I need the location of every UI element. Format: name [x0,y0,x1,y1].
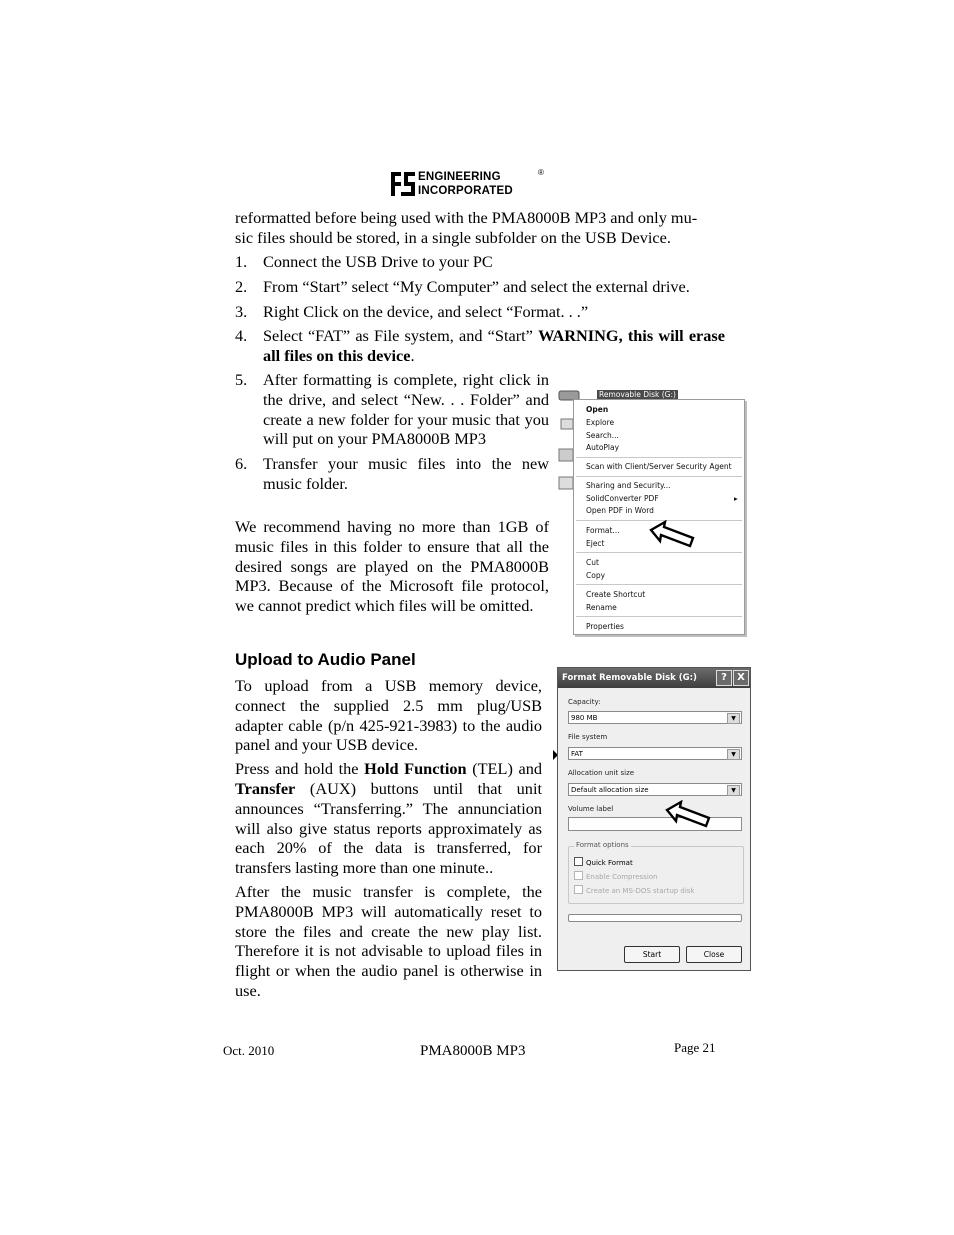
format-options-group [568,841,744,904]
submenu-arrow-icon: ▸ [734,494,738,503]
footer-page-number: Page 21 [674,1040,716,1055]
logo-text-engineering: ENGINEERING [418,171,501,183]
close-button[interactable]: X [733,670,749,686]
menu-item-explore[interactable]: Explore [586,418,615,427]
recommend-paragraph: We recommend having no more than 1GB of music files in this folder to ensure that all the desired songs are played on the PMA8000B MP3. Because of the Microsoft file protocol, we cannot predict which files will be omitted. [235,517,549,616]
volume-label: Volume label [568,805,614,813]
format-progress-bar [568,914,742,922]
context-menu [573,399,745,635]
upload-text [235,676,542,1001]
menu-separator [576,616,742,617]
alloc-label: Allocation unit size [568,769,635,777]
start-button[interactable]: Start [624,946,680,963]
filesystem-select[interactable]: FAT ▼ [568,747,742,760]
list-item: 6. Transfer your music files into the new music folder. [235,454,549,493]
logo-text-incorporated: INCORPORATED [418,185,513,197]
footer-date: Oct. 2010 [223,1043,275,1058]
menu-separator [576,457,742,458]
footer-model: PMA8000B MP3 [420,1043,526,1059]
upload-paragraph-2: Press and hold the Hold Function (TEL) and Transfer (AUX) buttons until that unit announces “Transferring.” The annunciation will also give status reports approximately as each 20% of the data is transferred, for transfers lasting more than one minute.. [235,759,542,878]
chevron-down-icon: ▼ [727,785,740,796]
menu-item-search[interactable]: Search... [586,431,619,440]
menu-item-sharing[interactable]: Sharing and Security... [586,481,671,490]
menu-item-autoplay[interactable]: AutoPlay [586,443,620,452]
list-item: 1. Connect the USB Drive to your PC [235,252,493,271]
upload-paragraph-1: To upload from a USB memory device, connect the supplied 2.5 mm plug/USB adapter cable (p/n 425-921-3983) to the audio panel and your USB device. [235,676,542,755]
section-heading: Upload to Audio Panel [235,650,416,669]
intro-paragraph: reformatted before being used with the PMA8000B MP3 and only mu- sic files should be stored, in a single subfolder on the USB Device. [235,208,698,247]
capacity-select[interactable]: 980 MB ▼ [568,711,742,724]
pointer-arrow-icon [649,520,695,552]
menu-item-open[interactable]: Open [586,405,609,414]
menu-separator [576,584,742,585]
context-menu-screenshot [557,387,749,639]
quick-format-checkbox[interactable]: Quick Format [574,857,633,867]
steps-list [235,252,725,366]
menu-item-scan[interactable]: Scan with Client/Server Security Agent [586,462,732,471]
steps-list-continued [235,370,549,494]
volume-label-input[interactable] [568,817,742,831]
enable-compression-checkbox[interactable]: Enable Compression [574,871,658,881]
format-dialog [557,667,751,971]
list-item: 3. Right Click on the device, and select “Format. . .” [235,301,589,321]
msdos-startup-checkbox[interactable]: Create an MS-DOS startup disk [574,885,695,895]
menu-item-cut[interactable]: Cut [586,558,599,567]
format-options-title: Format options [576,841,629,849]
dialog-title: Format Removable Disk (G:) [562,673,697,683]
menu-item-open-pdf[interactable]: Open PDF in Word [586,506,654,515]
help-button[interactable]: ? [716,670,732,686]
close-dialog-button[interactable]: Close [686,946,742,963]
menu-item-rename[interactable]: Rename [586,603,617,612]
list-item: 2. From “Start” select “My Computer” and select the external drive. [235,276,690,296]
registered-mark: ® [538,168,544,177]
list-item: 5. After formatting is complete, right click in the drive, and select “New. . . Folder” and create a new folder for your music that you will put on your PMA8000B MP3 [235,370,549,449]
chevron-down-icon: ▼ [727,749,740,760]
menu-separator [576,552,742,553]
upload-paragraph-3: After the music transfer is complete, the PMA8000B MP3 will automatically reset to store the files and create the new play list. Therefore it is not advisable to upload files in flight or when the audio panel is otherwise in use. [235,881,542,1000]
pointer-arrow-icon [665,800,711,832]
menu-item-format[interactable]: Format... [586,526,620,535]
chevron-down-icon: ▼ [727,713,740,724]
capacity-label: Capacity: [568,698,601,706]
menu-item-eject[interactable]: Eject [586,539,605,548]
ps-logo-mark-icon [391,172,415,196]
format-dialog-screenshot [557,667,751,971]
menu-item-properties[interactable]: Properties [586,622,624,631]
company-logo [391,168,551,200]
menu-separator [576,476,742,477]
list-item: 4. Select “FAT” as File system, and “Start” WARNING, this will erase all files on this device. [235,326,725,366]
menu-item-create-shortcut[interactable]: Create Shortcut [586,590,646,599]
menu-item-copy[interactable]: Copy [586,571,606,580]
alloc-select[interactable]: Default allocation size ▼ [568,783,742,796]
filesystem-label: File system [568,733,608,741]
menu-item-solidconverter[interactable]: SolidConverter PDF [586,494,659,503]
drive-selected-label[interactable]: Removable Disk (G:) [599,390,676,399]
